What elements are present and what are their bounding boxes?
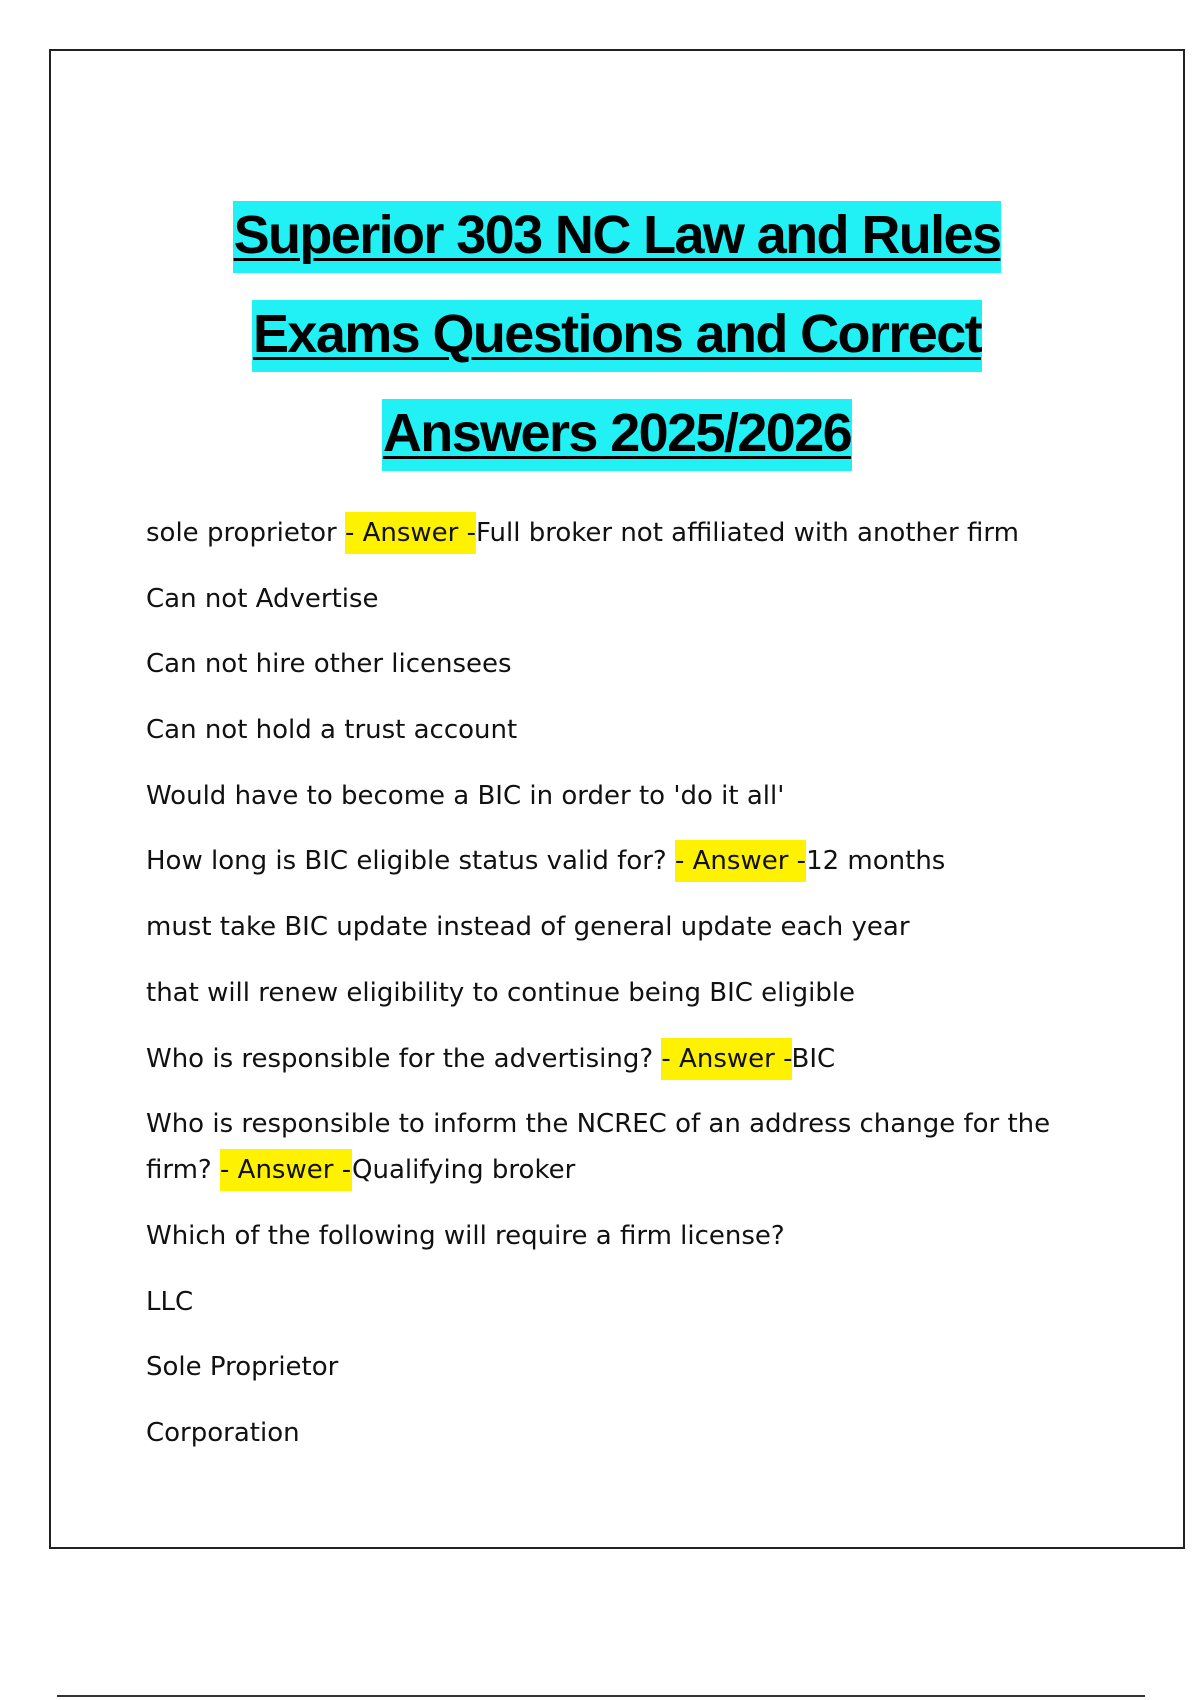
line-text: Can not hold a trust account: [146, 715, 518, 746]
title-line-3: [51, 384, 1183, 483]
document-title: [51, 186, 1183, 483]
qa-line: [146, 904, 1096, 950]
answer-marker: - Answer -: [220, 1149, 352, 1191]
answer-marker: - Answer -: [675, 840, 806, 882]
qa-line: [146, 510, 1096, 556]
line-text: LLC: [146, 1286, 194, 1317]
line-text: Sole Proprietor: [146, 1352, 339, 1383]
qa-line: [146, 773, 1096, 819]
answer-text: Qualifying broker: [352, 1155, 576, 1186]
title-line-2: [51, 285, 1183, 384]
line-text: Corporation: [146, 1417, 300, 1448]
line-text: Can not Advertise: [146, 583, 379, 614]
question-text: sole proprietor: [146, 518, 345, 548]
qa-line: [146, 641, 1096, 687]
answer-text: Full broker not affiliated with another firm: [476, 518, 1019, 548]
line-text: that will renew eligibility to continue being BIC eligible: [146, 977, 856, 1008]
answer-marker: - Answer -: [345, 512, 476, 554]
question-text: How long is BIC eligible status valid for?: [146, 846, 675, 877]
qa-line: [146, 1344, 1096, 1390]
line-text: Which of the following will require a firm license?: [146, 1220, 785, 1251]
qa-line: [146, 1036, 1096, 1082]
title-text-3: Answers 2025/2026: [382, 399, 852, 471]
line-text: Would have to become a BIC in order to 'do it all': [146, 780, 785, 811]
qa-line: [146, 576, 1096, 622]
line-text: Can not hire other licensees: [146, 649, 512, 680]
qa-line: [146, 838, 1096, 884]
question-text: Who is responsible to inform the NCREC of an address change for the firm?: [146, 1109, 1051, 1186]
qa-line: [146, 970, 1096, 1016]
line-text: must take BIC update instead of general update each year: [146, 912, 910, 943]
qa-content: [146, 510, 1096, 1476]
qa-line: [146, 1213, 1096, 1259]
qa-line: [146, 707, 1096, 753]
qa-line: [146, 1410, 1096, 1456]
question-text: Who is responsible for the advertising?: [146, 1043, 662, 1074]
title-line-1: [51, 186, 1183, 285]
title-text-1: Superior 303 NC Law and Rules: [233, 201, 1002, 273]
answer-marker: - Answer -: [661, 1038, 791, 1080]
title-text-2: Exams Questions and Correct: [252, 300, 982, 372]
page-divider: [57, 1695, 1145, 1697]
answer-text: BIC: [791, 1043, 836, 1074]
qa-line: [146, 1279, 1096, 1325]
answer-text: 12 months: [806, 846, 946, 877]
qa-line: [146, 1101, 1096, 1193]
